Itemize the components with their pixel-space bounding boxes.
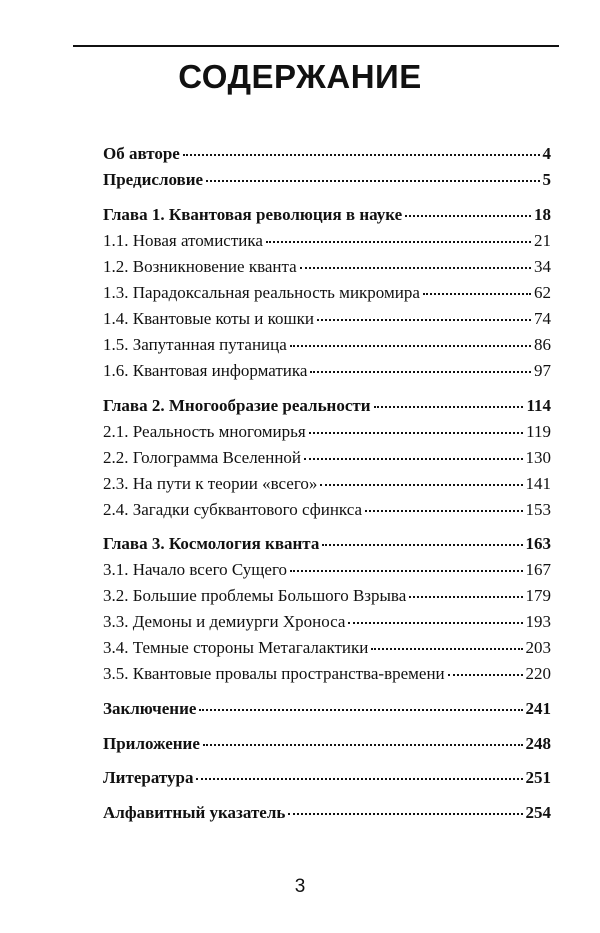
- toc-entry-page: 193: [525, 612, 551, 631]
- dot-leader: [409, 596, 522, 598]
- toc-entry-page: 86: [534, 335, 551, 354]
- dot-leader: [300, 267, 531, 269]
- toc-entry-section-1-4[interactable]: [103, 309, 551, 329]
- dot-leader: [310, 371, 531, 373]
- toc-entry-index[interactable]: [103, 803, 551, 823]
- toc-entry-page: 130: [525, 448, 551, 467]
- toc-entry-page: 179: [525, 586, 551, 605]
- toc-entry-page: 119: [526, 422, 551, 441]
- dot-leader: [288, 813, 522, 815]
- toc-entry-label: 3.4. Темные стороны Метагалактики: [103, 638, 369, 657]
- toc-entry-label: 1.2. Возникновение кванта: [103, 257, 297, 276]
- toc-entry-page: 163: [525, 534, 551, 553]
- toc-entry-label: 1.3. Парадоксальная реальность микромира: [103, 283, 420, 302]
- page-title: СОДЕРЖАНИЕ: [178, 58, 422, 95]
- toc-entry-section-1-3[interactable]: [103, 283, 551, 303]
- toc-entry-label: 3.5. Квантовые провалы пространства-времени: [103, 664, 445, 683]
- toc-entry-chapter-3[interactable]: [103, 534, 551, 554]
- toc-entry-chapter-2[interactable]: [103, 396, 551, 416]
- toc-entry-page: 74: [534, 309, 551, 328]
- toc-entry-label: 3.3. Демоны и демиурги Хроноса: [103, 612, 346, 631]
- dot-leader: [206, 180, 539, 182]
- toc-entry-page: 220: [525, 664, 551, 683]
- toc-entry-page: 251: [525, 768, 551, 787]
- toc-entry-page: 34: [534, 257, 551, 276]
- toc-entry-page: 167: [525, 560, 551, 579]
- dot-leader: [365, 510, 522, 512]
- toc-entry-page: 141: [525, 474, 551, 493]
- dot-leader: [448, 674, 523, 676]
- toc-entry-page: 203: [525, 638, 551, 657]
- toc-entry-label: Литература: [103, 768, 194, 787]
- dot-leader: [322, 544, 522, 546]
- dot-leader: [203, 744, 523, 746]
- toc-entry-page: 114: [526, 396, 551, 415]
- toc-entry-label: 2.4. Загадки субквантового сфинкса: [103, 500, 363, 519]
- dot-leader: [196, 778, 522, 780]
- dot-leader: [290, 570, 523, 572]
- toc-entry-page: 18: [534, 205, 551, 224]
- dot-leader: [290, 345, 531, 347]
- toc-entry-label: 2.2. Голограмма Вселенной: [103, 448, 302, 467]
- toc-entry-appendix[interactable]: [103, 734, 551, 754]
- toc-entry-label: Глава 1. Квантовая революция в науке: [103, 205, 403, 224]
- toc-entry-section-2-4[interactable]: [103, 500, 551, 520]
- toc-entry-label: 1.5. Запутанная путаница: [103, 335, 287, 354]
- toc-entry-label: 1.4. Квантовые коты и кошки: [103, 309, 314, 328]
- toc-entry-label: 1.6. Квантовая информатика: [103, 361, 308, 380]
- dot-leader: [304, 458, 522, 460]
- toc-entry-page: 254: [525, 803, 551, 822]
- dot-leader: [348, 622, 522, 624]
- toc-entry-label: 2.3. На пути к теории «всего»: [103, 474, 318, 493]
- toc-entry-preface[interactable]: [103, 170, 551, 190]
- table-of-contents: [103, 0, 551, 933]
- dot-leader: [317, 319, 531, 321]
- toc-entry-label: Приложение: [103, 734, 200, 753]
- toc-entry-page: 4: [542, 144, 551, 163]
- toc-entry-label: Алфавитный указатель: [103, 803, 286, 822]
- toc-entry-conclusion[interactable]: [103, 699, 551, 719]
- toc-entry-section-1-6[interactable]: [103, 361, 551, 381]
- toc-entry-chapter-1[interactable]: [103, 205, 551, 225]
- toc-entry-page: 153: [525, 500, 551, 519]
- toc-entry-label: Глава 2. Многообразие реальности: [103, 396, 371, 415]
- toc-entry-label: Глава 3. Космология кванта: [103, 534, 320, 553]
- toc-entry-section-3-1[interactable]: [103, 560, 551, 580]
- toc-entry-section-2-1[interactable]: [103, 422, 551, 442]
- toc-entry-section-3-5[interactable]: [103, 664, 551, 684]
- dot-leader: [423, 293, 531, 295]
- toc-entry-page: 5: [542, 170, 551, 189]
- toc-entry-label: 3.1. Начало всего Сущего: [103, 560, 287, 579]
- toc-entry-label: 2.1. Реальность многомирья: [103, 422, 306, 441]
- toc-entry-page: 97: [534, 361, 551, 380]
- toc-entry-page: 21: [534, 231, 551, 250]
- dot-leader: [183, 154, 540, 156]
- toc-entry-section-2-2[interactable]: [103, 448, 551, 468]
- dot-leader: [199, 709, 522, 711]
- toc-entry-section-1-2[interactable]: [103, 257, 551, 277]
- toc-entry-literature[interactable]: [103, 768, 551, 788]
- page-number: 3: [294, 876, 306, 897]
- dot-leader: [266, 241, 531, 243]
- dot-leader: [374, 406, 524, 408]
- toc-entry-label: 1.1. Новая атомистика: [103, 231, 263, 250]
- toc-entry-page: 241: [525, 699, 551, 718]
- toc-entry-section-3-3[interactable]: [103, 612, 551, 632]
- toc-entry-label: Заключение: [103, 699, 197, 718]
- toc-entry-label: 3.2. Большие проблемы Большого Взрыва: [103, 586, 407, 605]
- toc-entry-section-1-1[interactable]: [103, 231, 551, 251]
- toc-entry-section-1-5[interactable]: [103, 335, 551, 355]
- dot-leader: [320, 484, 522, 486]
- dot-leader: [309, 432, 523, 434]
- toc-entry-label: Предисловие: [103, 170, 204, 189]
- toc-entry-page: 62: [534, 283, 551, 302]
- toc-entry-about-author[interactable]: [103, 144, 551, 164]
- dot-leader: [405, 215, 531, 217]
- toc-entry-page: 248: [525, 734, 551, 753]
- toc-entry-section-3-4[interactable]: [103, 638, 551, 658]
- toc-entry-label: Об авторе: [103, 144, 180, 163]
- dot-leader: [371, 648, 522, 650]
- toc-entry-section-3-2[interactable]: [103, 586, 551, 606]
- toc-entry-section-2-3[interactable]: [103, 474, 551, 494]
